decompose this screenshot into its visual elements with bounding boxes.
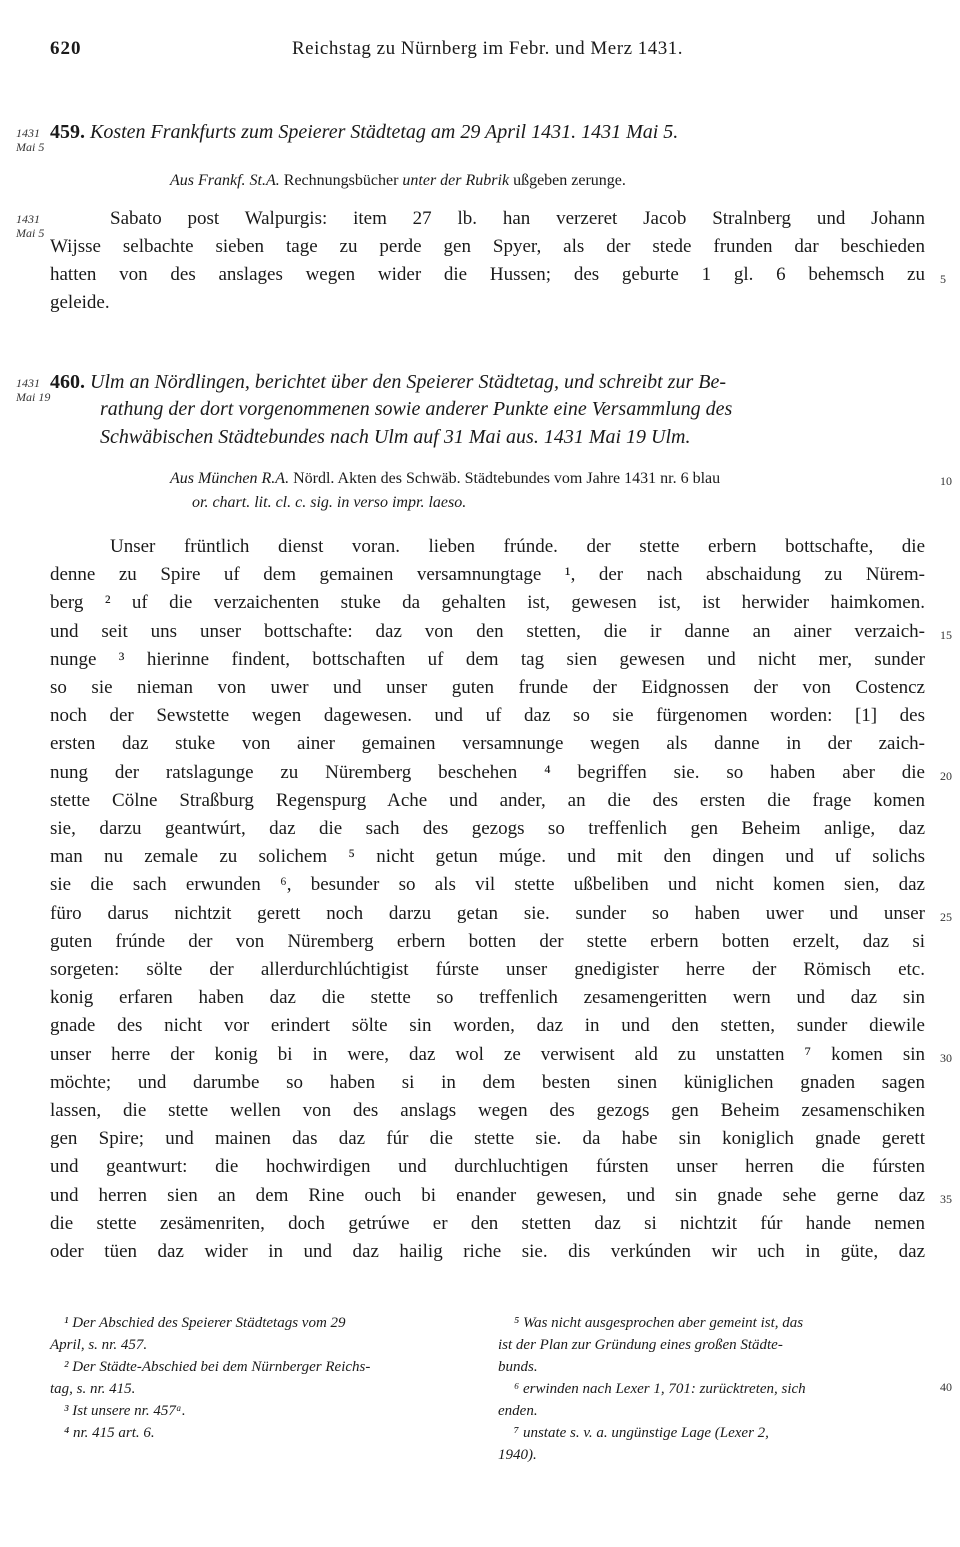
footnote: ist der Plan zur Gründung eines großen Städte- [498,1337,783,1353]
footnote: bunds. [498,1359,538,1375]
doc-460-title: Ulm an Nördlingen, berichtet über den Speierer Städtetag, und schreibt zur Be- [90,371,727,393]
doc-460-line: guten frúnde der von Nüremberg erbern botten der stette erbern botten erzelt, daz si [50,930,925,952]
line-number: 5 [940,272,946,286]
doc-460-line: sorgeten: sölte der allerdurchlúchtigist fúrste unser gnedigister herre der Römisch etc. [50,959,925,980]
footnote: 1940). [498,1447,537,1463]
doc-459-line: Wijsse selbachte sieben tage zu perde gen Spyer, als der stede frunden dar beschieden [50,236,925,257]
doc-460-line: füro darus nichtzit gerett noch darzu getan sie. sunder so haben uwer und unser [50,902,925,924]
doc-460-line: ersten daz stuke von ainer gemainen versamnunge wegen als danne in der zaich- [50,733,925,755]
footnote: ¹ Der Abschied des Speierer Städtetags vom 29 [64,1315,346,1331]
footnote: enden. [498,1403,538,1419]
doc-460-line: unser herre der konig bi in were, daz wol ze verwisent ald zu unstatten ⁷ komen sin [50,1043,925,1065]
doc-460-line: oder tüen daz wider in und daz hailig riche sie. dis verkúnden wir uch in güte, daz [50,1241,925,1262]
doc-460-source: Aus München R.A. Nördl. Akten des Schwäb. Städtebundes vom Jahre 1431 nr. 6 blau [170,470,721,487]
doc-460-line: und geantwurt: die hochwirdigen und durchluchtigen fúrsten unser herren die fúrsten [50,1156,925,1178]
doc-460-line: gnade des nicht vor erindert sölte sin worden, daz in und den stetten, sunder diewile [50,1015,925,1037]
doc-460-line: lassen, die stette wellen von des anslags wegen des gezogs gen Beheim zesamenschiken [50,1100,925,1121]
doc-460-line: so sie nieman von uwer und unser guten frunde der Eidgnossen der von Costencz [50,677,925,698]
footnote: ² Der Städte-Abschied bei dem Nürnberger Reichs- [64,1359,371,1375]
doc-460-line: berg ² uf die verzaichenten stuke da gehalten ist, gewesen ist, ist herwider haimkomen. [50,592,925,614]
doc-459-line: geleide. [50,292,110,313]
footnote: ⁶ erwinden nach Lexer 1, 701: zurücktreten, sich [514,1381,806,1397]
line-number: 40 [940,1380,952,1394]
line-number: 35 [940,1192,952,1206]
doc-460-line: nung der ratslagunge zu Nüremberg beschehen ⁴ begriffen sie. so haben aber die [50,761,925,783]
doc-459-title: Kosten Frankfurts zum Speierer Städtetag am 29 April 1431. 1431 Mai 5. [90,121,679,143]
line-number: 10 [940,474,952,488]
footnote: April, s. nr. 457. [50,1337,148,1353]
margin-date-460: 1431 Mai 19 [16,376,51,404]
doc-459-source: Aus Frankf. St.A. Rechnungsbücher unter der Rubrik ußgeben zerunge. [170,172,626,189]
margin-date-459b: 1431 Mai 5 [16,212,45,240]
doc-460-number: 460. [50,371,85,393]
line-number: 15 [940,628,952,642]
doc-459-line: Sabato post Walpurgis: item 27 lb. han verzeret Jacob Stralnberg und Johann [110,208,925,229]
doc-459-number: 459. [50,121,85,143]
doc-460-line: und seit uns unser bottschafte: daz von den stetten, die ir danne an ainer verzaich- [50,620,925,642]
doc-460-line: Unser früntlich dienst voran. lieben frúnde. der stette erbern bottschafte, die [110,536,925,557]
running-head: Reichstag zu Nürnberg im Febr. und Merz 1431. [292,38,683,59]
doc-460-line: sie, darzu geantwúrt, daz die sach des gezogs so treffenlich gen Beheim anlige, daz [50,818,925,839]
line-number: 20 [940,769,952,783]
doc-460-heading [50,368,726,396]
page-number: 620 [50,38,82,59]
doc-460-line: und herren sien an dem Rine ouch bi enander gewesen, und sin gnade sehe gerne daz [50,1184,925,1206]
footnotes-right [498,1312,928,1466]
doc-460-line: die stette zesämenriten, doch getrúwe er den stetten daz si nichtzit fúr hande nemen [50,1212,925,1234]
line-number: 25 [940,910,952,924]
doc-459-line: hatten von des anslages wegen wider die Hussen; des geburte 1 gl. 6 behemsch zu [50,264,925,285]
footnote: ⁷ unstate s. v. a. ungünstige Lage (Lexer 2, [514,1425,769,1441]
footnote: tag, s. nr. 415. [50,1381,136,1397]
doc-460-line: nunge ³ hierinne findent, bottschaften uf dem tag sien gewesen und nicht mer, sunder [50,648,925,670]
doc-460-line: konig erfaren haben daz die stette so treffenlich zesamengeritten wern und daz sin [50,987,925,1009]
footnote: ⁴ nr. 415 art. 6. [64,1425,155,1441]
doc-460-line: gen Spire; und mainen das daz fúr die stette sie. da habe sin koniglich gnade gerett [50,1128,925,1150]
doc-460-line: noch der Sewstette wegen dagewesen. und uf daz so sie fürgenomen worden: [1] des [50,705,925,727]
doc-460-source-cont: or. chart. lit. cl. c. sig. in verso impr. laeso. [192,494,467,511]
footnotes-left [50,1312,470,1444]
line-number: 30 [940,1051,952,1065]
doc-460-line: denne zu Spire uf dem gemainen versamnungtage ¹, der nach abschaidung zu Nürem- [50,564,925,586]
margin-date-459: 1431 Mai 5 [16,126,45,154]
footnote: ³ Ist unsere nr. 457ᵃ. [64,1403,186,1419]
footnote: ⁵ Was nicht ausgesprochen aber gemeint ist, das [514,1315,804,1331]
doc-460-title-cont: Schwäbischen Städtebundes nach Ulm auf 31 Mai aus. 1431 Mai 19 Ulm. [100,426,691,448]
doc-460-line: man nu zemale zu solichem ⁵ nicht getun múge. und mit den dingen und uf solichs [50,846,925,868]
doc-459-heading [50,118,678,146]
doc-460-line: möchte; und darumbe so haben si in dem besten sinen küniglichen gnaden sagen [50,1071,925,1093]
doc-460-line: stette Cölne Straßburg Regenspurg Ache und ander, an die des ersten die frage komen [50,789,925,811]
doc-460-line: sie die sach erwunden ⁶, besunder so als vil stette ußbeliben und nicht komen sien, daz [50,874,925,896]
doc-460-title-cont: rathung der dort vorgenommenen sowie anderer Punkte eine Versammlung des [100,398,733,420]
